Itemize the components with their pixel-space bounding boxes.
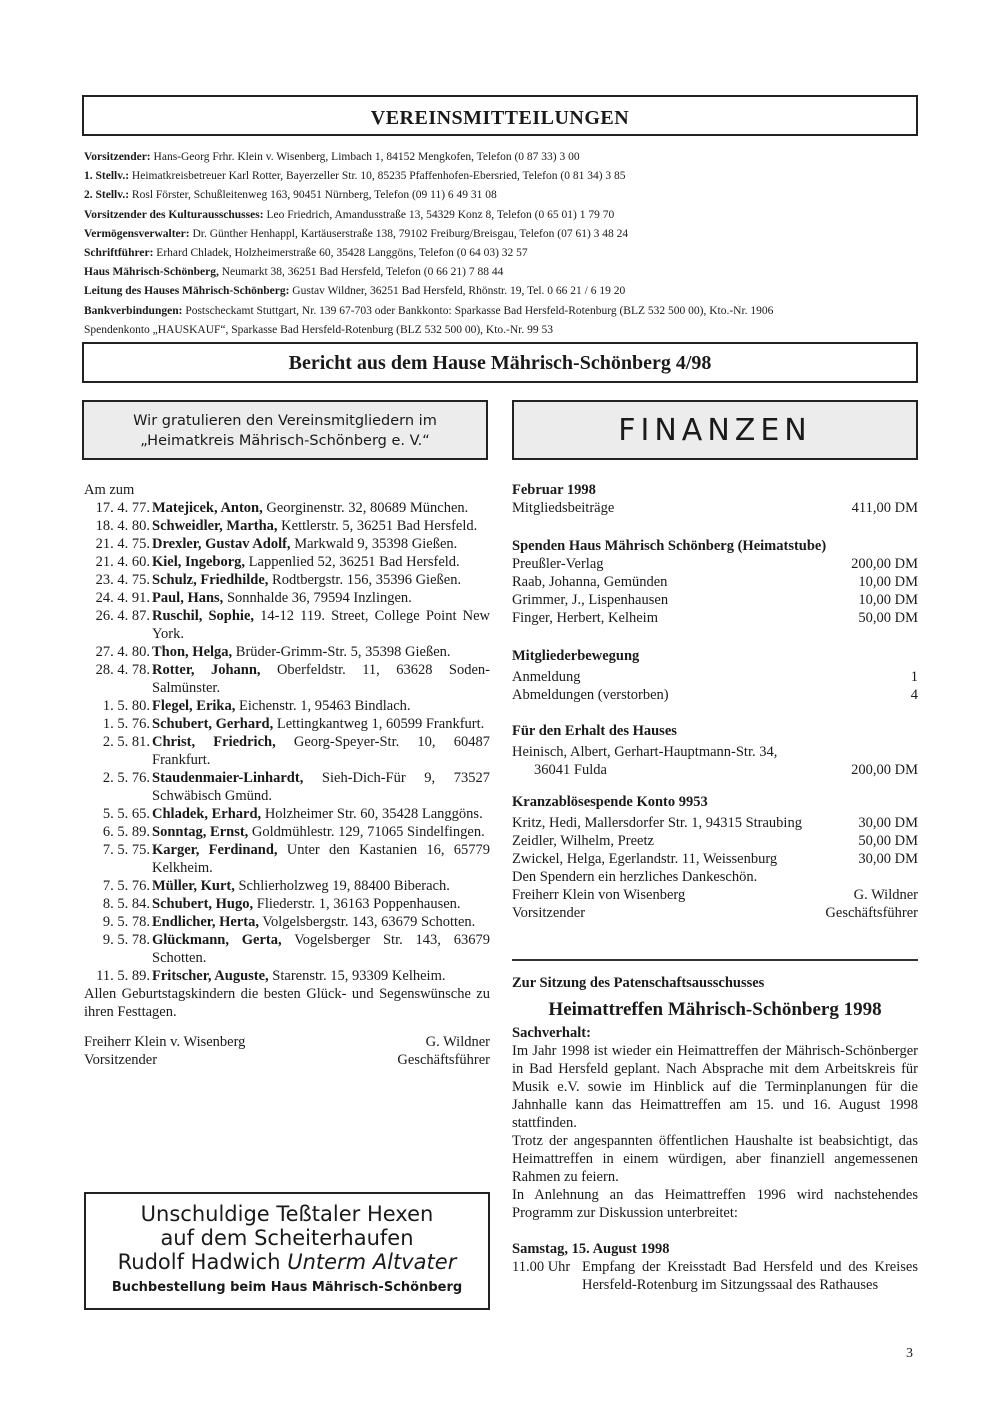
birthday-entry [84,769,490,805]
birthday-text [150,769,490,805]
vereins-info-label: Bankverbindungen: [84,304,183,317]
birthday-name: Endlicher, Herta, [152,914,260,930]
birthday-entry [84,499,490,517]
vereins-info-line [84,167,924,186]
finanzen-sign-left: Freiherr Klein von Wisenberg [512,887,686,903]
birthday-entry [84,895,490,913]
birthday-name: Ruschil, Sophie, [152,608,255,624]
birthday-name: Flegel, Erika, [152,698,236,714]
birthday-entry [84,535,490,553]
buch-box [84,1192,490,1310]
birthday-text [150,517,490,535]
birthday-name: Matejicek, Anton, [152,500,263,516]
birthday-text [150,535,490,553]
vereins-info-label: Haus Mährisch-Schönberg, [84,266,219,279]
vereinsmitteilungen-box [82,95,918,136]
birthday-date: 1. 5. 76. [102,716,150,732]
birthday-text [150,643,490,661]
birthday-text [150,877,490,895]
birthday-date: 8. 5. 84. [102,896,150,912]
birthday-entry [84,643,490,661]
birthday-entry [84,571,490,589]
program-time: 11.00 Uhr [512,1259,571,1275]
birthday-address: Georginenstr. 32, 80689 München. [262,500,469,516]
birthday-sign-left: Freiherr Klein v. Wisenberg [84,1034,246,1050]
kranz-title: Kranzablösespende Konto 9953 [512,794,708,810]
spende-name: Preußler-Verlag [512,556,604,572]
birthday-text [150,571,490,589]
birthday-date: 11. 5. 89. [96,968,150,984]
buch-order: Buchbestellung beim Haus Mährisch-Schönberg [111,1280,463,1295]
birthday-sign-right: G. Wildner [425,1034,490,1050]
birthday-address: Rodtbergstr. 156, 35396 Gießen. [268,572,462,588]
finanzen-dank: Den Spendern ein herzliches Dankeschön. [512,869,758,885]
birthday-text [150,841,490,877]
birthday-address: Sonnhalde 36, 79594 Inzlingen. [223,590,412,606]
erhalt-line1: Heinisch, Albert, Gerhart-Hauptmann-Str. 34, [512,744,778,760]
birthday-entry [84,697,490,715]
spende-row [512,555,918,573]
kranz-value: 50,00 DM [858,833,918,849]
birthday-name: Chladek, Erhard, [152,806,262,822]
vereins-info-text: Dr. Günther Henhappl, Kartäuserstraße 138, 79102 Freiburg/Breisgau, Telefon (07 61) 3 48 24 [189,227,629,240]
finanzen-sign-left-role: Vorsitzender [512,905,586,921]
kranz-row [512,832,918,850]
vereins-info-label: Vorsitzender des Kulturausschusses: [84,208,264,221]
vereins-info-text: Heimatkreisbetreuer Karl Rotter, Bayerzeller Str. 10, 85235 Pfaffenhofen-Ebersried, Telefon (0 81 34) 3 85 [129,170,626,183]
bewegung-title: Mitgliederbewegung [512,648,640,664]
birthday-date: 2. 5. 76. [102,770,150,786]
birthday-name: Schubert, Gerhard, [152,716,274,732]
vereins-info-text: Leo Friedrich, Amandusstraße 13, 54329 Konz 8, Telefon (0 65 01) 1 79 70 [263,208,615,221]
birthday-address: Markwald 9, 35398 Gießen. [290,536,458,552]
vereins-info [84,148,924,340]
bewegung-list [512,668,918,704]
birthday-name: Schweidler, Martha, [152,518,278,534]
spende-value: 50,00 DM [858,610,918,626]
finanzen-beitraege-row [512,499,918,517]
birthday-name: Christ, Friedrich, [152,734,276,750]
birthday-closing: Allen Geburtstagskindern die besten Glück- und Segenswünsche zu ihren Festtagen. [84,986,490,1020]
bewegung-row [512,668,918,686]
birthday-text [150,499,490,517]
bewegung-row [512,686,918,704]
birthday-address: 14-12 119. Street, College Point New York. [152,608,490,642]
vereins-info-text: Gustav Wildner, 36251 Bad Hersfeld, Rhönstr. 19, Tel. 0 66 21 / 6 19 20 [289,285,626,298]
buch-book-title: Unterm Altvater [287,1250,457,1274]
birthday-text [150,967,490,985]
buch-title-2: auf dem Scheiterhaufen [160,1226,414,1250]
finanzen-sign-row-2 [512,904,918,922]
birthday-name: Müller, Kurt, [152,878,235,894]
vereins-info-line [84,282,924,301]
birthday-text [150,697,490,715]
birthday-text [150,805,490,823]
birthday-address: Schlierholzweg 19, 88400 Biberach. [234,878,450,894]
kranz-row [512,814,918,832]
vereins-info-line [84,302,924,321]
kranz-list [512,814,918,868]
birthday-address: Oberfeldstr. 11, 63628 Soden-Salmünster. [152,662,490,696]
birthday-entry [84,877,490,895]
vereins-info-line [84,321,924,340]
birthday-name: Paul, Hans, [152,590,224,606]
birthday-text [150,931,490,967]
birthday-name: Fritscher, Auguste, [152,968,269,984]
birthday-sign-left-role: Vorsitzender [84,1052,158,1068]
finanzen-month: Februar 1998 [512,482,596,498]
heimattreffen-para2: Trotz der angespannten öffentlichen Haushalte ist beabsichtigt, das Heimattreffen in einem würdigen, aber finanziell angemessenen Rahmen zu feiern. [512,1133,918,1185]
birthday-entries [84,499,490,985]
finanzen-sign-right-role: Geschäftsführer [825,905,918,921]
birthday-entry [84,553,490,571]
birthday-entry [84,805,490,823]
birthday-date: 9. 5. 78. [102,914,150,930]
vereins-info-label: Vorsitzender: [84,151,151,163]
bericht-title: Bericht aus dem Hause Mährisch-Schönberg 4/98 [288,352,712,374]
vereins-info-line [84,244,924,263]
buch-title-3 [86,1250,488,1274]
bericht-box [82,342,918,383]
birthday-entry [84,823,490,841]
erhalt-title: Für den Erhalt des Hauses [512,723,677,739]
birthday-entry [84,589,490,607]
birthday-address: Starenstr. 15, 93309 Kelheim. [268,968,446,984]
finanzen-sign-right: G. Wildner [853,887,918,903]
program-day-title: Samstag, 15. August 1998 [512,1241,670,1257]
vereins-info-line [84,148,924,167]
vereins-info-label: 1. Stellv.: [84,170,130,183]
birthday-date: 27. 4. 80. [95,644,150,660]
birthday-address: Volgelsbergstr. 143, 63679 Schotten. [259,914,476,930]
birthday-name: Staudenmaier-Linhardt, [152,770,304,786]
vereins-info-label: 2. Stellv.: [84,189,130,202]
birthday-name: Sonntag, Ernst, [152,824,249,840]
kranz-name: Kritz, Hedi, Mallersdorfer Str. 1, 94315 Straubing [512,815,802,831]
vereins-info-line [84,225,924,244]
spende-value: 10,00 DM [858,574,918,590]
vereins-info-text: Postscheckamt Stuttgart, Nr. 139 67-703 oder Bankkonto: Sparkasse Bad Hersfeld-Rotenburg (BLZ 532 500 00), Kto.-Nr. 1906 [182,304,774,317]
birthday-address: Sieh-Dich-Für 9, 73527 Schwäbisch Gmünd. [152,770,490,804]
spende-value: 10,00 DM [858,592,918,608]
birthday-signature-row-2 [84,1051,490,1069]
vereins-info-label: Schriftführer: [84,247,154,260]
heimattreffen-section [512,974,918,1294]
birthday-date: 1. 5. 80. [102,698,150,714]
birthday-address: Holzheimer Str. 60, 35428 Langgöns. [261,806,483,822]
spende-value: 200,00 DM [851,556,918,572]
birthday-entry [84,733,490,769]
birthday-date: 21. 4. 75. [95,536,150,552]
buch-title-1: Unschuldige Teßtaler Hexen [140,1202,434,1226]
birthday-entry [84,841,490,877]
spende-name: Grimmer, J., Lispenhausen [512,592,669,608]
gratulation-box [82,400,488,460]
birthday-entry [84,715,490,733]
birthday-text [150,895,490,913]
kranz-value: 30,00 DM [858,815,918,831]
birthday-date: 28. 4. 78. [95,662,150,678]
vereins-info-line [84,186,924,205]
birthday-date: 24. 4. 91. [95,590,150,606]
bewegung-value: 4 [910,687,918,703]
sachverhalt-title: Sachverhalt: [512,1025,591,1041]
spende-row [512,573,918,591]
birthday-entry [84,967,490,985]
vereins-info-text: Spendenkonto „HAUSKAUF“, Sparkasse Bad Hersfeld-Rotenburg (BLZ 532 500 00), Kto.-Nr. 99 53 [84,323,553,336]
heimattreffen-para1: Im Jahr 1998 ist wieder ein Heimattreffen der Mährisch-Schönberger in Bad Hersfeld geplant. Nach Absprache mit dem Arbeitskreis für Musik e.V. sowie im Hinblick auf die Terminplanungen für die Jahnhalle kann das Heimattreffen am 15. und 16. August 1998 stattfinden. [512,1043,918,1131]
birthday-address: Brüder-Grimm-Str. 5, 35398 Gießen. [232,644,451,660]
birthday-address: Lappenlied 52, 36251 Bad Hersfeld. [245,554,460,570]
finanzen-title: FINANZEN [512,400,918,460]
heimattreffen-intro: Zur Sitzung des Patenschaftsausschusses [512,975,765,991]
birthday-address: Georg-Speyer-Str. 10, 60487 Frankfurt. [152,734,490,768]
birthday-text [150,661,490,697]
vereins-info-label: Leitung des Hauses Mährisch-Schönberg: [84,285,290,298]
birthday-name: Glückmann, Gerta, [152,932,282,948]
bewegung-name: Abmeldungen (verstorben) [512,687,669,703]
birthday-entry [84,517,490,535]
birthday-address: Goldmühlestr. 129, 71065 Sindelfingen. [248,824,485,840]
vereins-info-label: Vermögensverwalter: [84,227,190,240]
birthday-address: Lettingkantweg 1, 60599 Frankfurt. [273,716,485,732]
heimattreffen-para3: In Anlehnung an das Heimattreffen 1996 wird nachstehendes Programm zur Diskussion unterbreitet: [512,1187,918,1221]
erhalt-line2: 36041 Fulda [534,762,607,778]
birthday-text [150,589,490,607]
finanzen-beitraege-label: Mitgliedsbeiträge [512,500,615,516]
birthday-address: Fliederstr. 1, 36163 Poppenhausen. [253,896,461,912]
erhalt-row [512,761,918,779]
birthday-text [150,715,490,733]
birthday-entry [84,661,490,697]
birthday-date: 23. 4. 75. [95,572,150,588]
heimattreffen-title: Heimattreffen Mährisch-Schönberg 1998 [548,999,882,1020]
bewegung-name: Anmeldung [512,669,581,685]
program-event: Empfang der Kreisstadt Bad Hersfeld und des Kreises Hersfeld-Rotenburg im Sitzungssaal des Rathauses [582,1259,918,1293]
birthday-date: 18. 4. 80. [95,518,150,534]
birthday-name: Drexler, Gustav Adolf, [152,536,291,552]
spende-name: Raab, Johanna, Gemünden [512,574,668,590]
finanzen-beitraege-value: 411,00 DM [851,500,918,516]
vereinsmitteilungen-title: VEREINSMITTEILUNGEN [370,107,630,129]
birthday-sign-right-role: Geschäftsführer [397,1052,490,1068]
spenden-title: Spenden Haus Mährisch Schönberg (Heimatstube) [512,538,827,554]
birthday-date: 21. 4. 60. [95,554,150,570]
erhalt-value: 200,00 DM [851,762,918,778]
finanzen-column [512,481,918,922]
birthday-name: Schulz, Friedhilde, [152,572,269,588]
section-divider [512,959,918,961]
birthday-date: 6. 5. 89. [102,824,150,840]
spende-row [512,609,918,627]
birthday-address: Eichenstr. 1, 95463 Bindlach. [235,698,411,714]
program-item [512,1258,918,1294]
birthday-date: 5. 5. 65. [102,806,150,822]
gratulation-line1: Wir gratulieren den Vereinsmitgliedern im [133,413,437,429]
bewegung-value: 1 [910,669,918,685]
vereins-info-text: Rosl Förster, Schußleitenweg 163, 90451 Nürnberg, Telefon (09 11) 6 49 31 08 [129,189,497,202]
kranz-row [512,850,918,868]
birthday-name: Schubert, Hugo, [152,896,254,912]
spende-row [512,591,918,609]
birthday-list [84,481,490,1069]
buch-author: Rudolf Hadwich [117,1250,288,1274]
birthday-address: Kettlerstr. 5, 36251 Bad Hersfeld. [277,518,478,534]
spende-name: Finger, Herbert, Kelheim [512,610,658,626]
birthday-name: Kiel, Ingeborg, [152,554,246,570]
birthday-text [150,823,490,841]
birthday-date: 7. 5. 76. [102,878,150,894]
birthday-name: Rotter, Johann, [152,662,261,678]
spenden-list [512,555,918,627]
birthday-text [150,913,490,931]
birthday-name: Karger, Ferdinand, [152,842,278,858]
kranz-name: Zeidler, Wilhelm, Preetz [512,833,654,849]
birthday-entry [84,607,490,643]
birthday-entry [84,913,490,931]
birthday-date: 17. 4. 77. [95,500,150,516]
vereins-info-line [84,206,924,225]
birthday-address: Unter den Kastanien 16, 65779 Kelkheim. [152,842,490,876]
finanzen-sign-row [512,886,918,904]
birthday-name: Thon, Helga, [152,644,233,660]
birthday-text [150,733,490,769]
birthday-text [150,553,490,571]
page-number: 3 [906,1346,913,1361]
vereins-info-line [84,263,924,282]
vereins-info-text: Neumarkt 38, 36251 Bad Hersfeld, Telefon (0 66 21) 7 88 44 [218,266,504,279]
kranz-value: 30,00 DM [858,851,918,867]
gratulation-line2: „Heimatkreis Mährisch-Schönberg e. V.“ [140,433,430,449]
birthday-date: 26. 4. 87. [95,608,150,624]
birthday-text [150,607,490,643]
birthday-signature-row [84,1033,490,1051]
birthday-date: 2. 5. 81. [102,734,150,750]
kranz-name: Zwickel, Helga, Egerlandstr. 11, Weissenburg [512,851,778,867]
birthday-date: 9. 5. 78. [102,932,150,948]
birthday-header: Am zum [84,482,135,498]
birthday-date: 7. 5. 75. [102,842,150,858]
vereins-info-text: Erhard Chladek, Holzheimerstraße 60, 35428 Langgöns, Telefon (0 64 03) 32 57 [153,247,528,260]
birthday-address: Vogelsberger Str. 143, 63679 Schotten. [152,932,491,966]
vereins-info-text: Hans-Georg Frhr. Klein v. Wisenberg, Limbach 1, 84152 Mengkofen, Telefon (0 87 33) 3 00 [150,151,580,163]
birthday-entry [84,931,490,967]
